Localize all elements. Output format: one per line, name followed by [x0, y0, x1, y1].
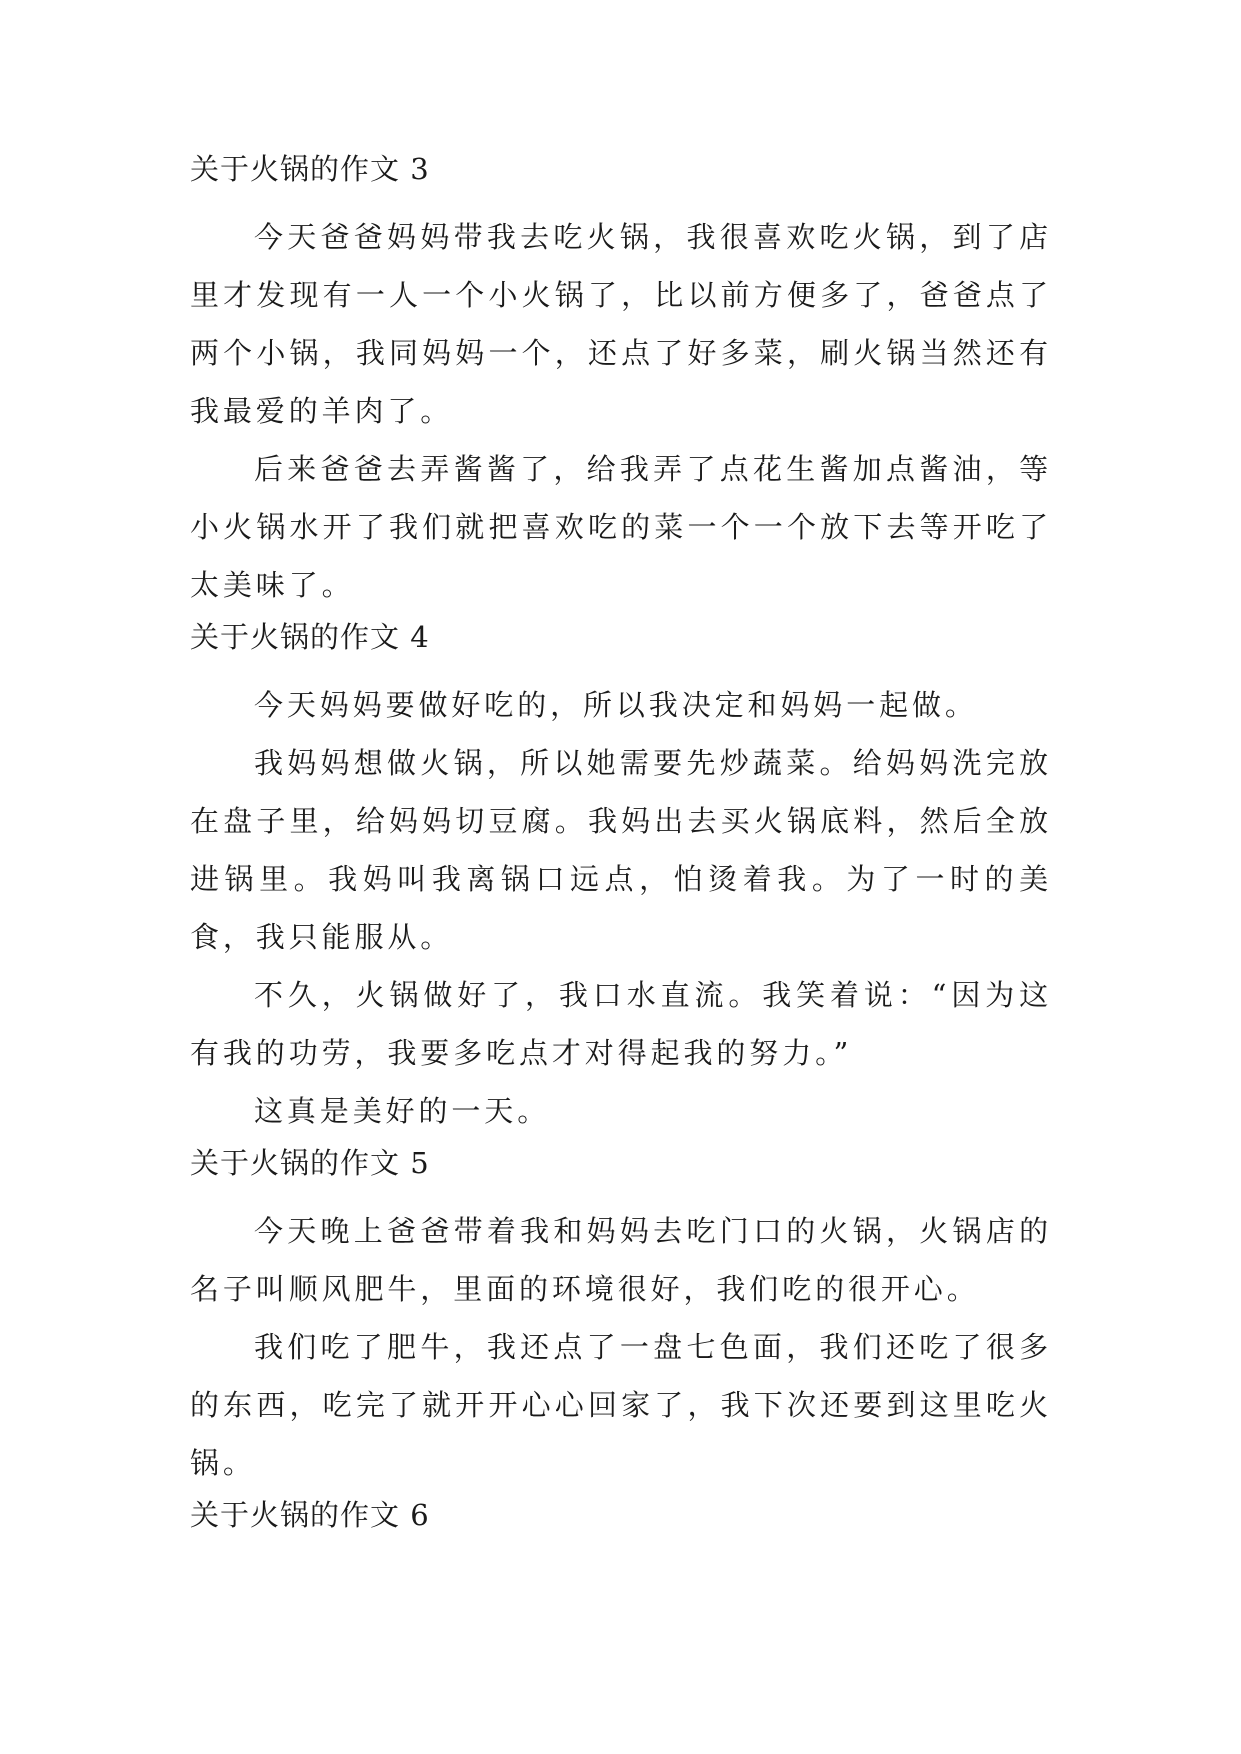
section-heading: 关于火锅的作文 5 [190, 1146, 430, 1180]
section-heading: 关于火锅的作文 4 [190, 620, 430, 654]
paragraph: 今天妈妈要做好吃的，所以我决定和妈妈一起做。 [254, 688, 978, 722]
section-heading: 关于火锅的作文 3 [190, 152, 430, 186]
paragraph: 我妈妈想做火锅，所以她需要先炒蔬菜。给妈妈洗完放在盘子里，给妈妈切豆腐。我妈出去买火锅底料，然后全放进锅里。我妈叫我离锅口远点，怕烫着我。为了一时的美食，我只能服从。 [190, 746, 1052, 954]
paragraph: 这真是美好的一天。 [254, 1094, 551, 1128]
section-heading: 关于火锅的作文 6 [190, 1498, 430, 1532]
document-page [190, 150, 1052, 1554]
paragraph: 我们吃了肥牛，我还点了一盘七色面，我们还吃了很多的东西，吃完了就开开心心回家了，我下次还要到这里吃火锅。 [190, 1330, 1052, 1480]
paragraph: 不久，火锅做好了，我口水直流。我笑着说：“因为这有我的功劳，我要多吃点才对得起我的努力。” [190, 978, 1052, 1070]
paragraph: 今天晚上爸爸带着我和妈妈去吃门口的火锅，火锅店的名子叫顺风肥牛，里面的环境很好，我们吃的很开心。 [190, 1214, 1052, 1306]
paragraph: 后来爸爸去弄酱酱了，给我弄了点花生酱加点酱油，等小火锅水开了我们就把喜欢吃的菜一个一个放下去等开吃了太美味了。 [190, 452, 1052, 602]
paragraph: 今天爸爸妈妈带我去吃火锅，我很喜欢吃火锅，到了店里才发现有一人一个小火锅了，比以前方便多了，爸爸点了两个小锅，我同妈妈一个，还点了好多菜，刷火锅当然还有我最爱的羊肉了。 [190, 220, 1052, 428]
